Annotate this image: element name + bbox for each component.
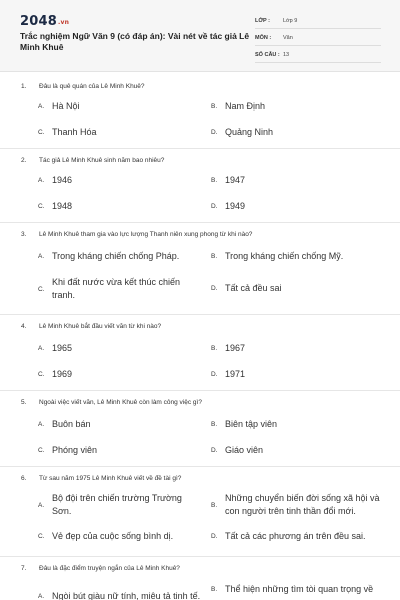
option-b[interactable] [211,583,383,596]
option-text: 1965 [52,343,73,353]
option-a[interactable] [38,590,200,600]
option-letter: D. [211,533,218,540]
question-text [21,322,161,331]
question-2 [0,148,400,222]
option-letter: C. [38,447,45,454]
question-text [21,564,180,573]
question-prompt: Lê Minh Khuê bắt đầu viết văn từ khi nào? [39,323,162,330]
meta-value: 13 [283,52,290,58]
option-letter: C. [38,203,45,210]
question-prompt: Ngoài việc viết văn, Lê Minh Khuê còn làm công việc gì? [39,399,202,406]
option-d[interactable] [211,282,282,295]
option-b[interactable] [211,250,343,263]
meta-row-subject [255,31,381,46]
option-letter: C. [38,285,45,293]
page-header [0,0,400,72]
question-prompt: Từ sau năm 1975 Lê Minh Khuê viết về đề tài gì? [39,475,182,482]
question-number: 3. [21,231,27,238]
option-text: 1949 [225,201,246,211]
question-5 [0,390,400,466]
option-text: Tất cả đều sai [225,283,282,293]
option-text: Những chuyển biến đời sống xã hội và con người trên tinh thần đổi mới. [225,493,380,516]
logo-sub: .vn [57,19,70,26]
option-text: Thể hiện những tìm tòi quan trọng về [225,584,374,594]
option-c[interactable] [38,530,173,543]
option-text: 1971 [225,369,246,379]
meta-value: Văn [283,35,293,41]
option-text: 1948 [52,201,73,211]
option-text: 1967 [225,343,246,353]
option-b[interactable] [211,174,245,187]
option-c[interactable] [38,368,72,381]
option-b[interactable] [211,100,265,113]
option-b[interactable] [211,342,245,355]
meta-label: LỚP : [255,18,270,24]
question-4 [0,314,400,390]
question-prompt: Lê Minh Khuê tham gia vào lực lượng Thanh niên xung phong từ khi nào? [39,231,253,238]
option-letter: B. [211,253,218,260]
option-c[interactable] [38,276,198,302]
option-letter: B. [211,103,218,110]
option-letter: D. [211,371,218,378]
question-text [21,398,202,407]
option-d[interactable] [211,126,273,139]
question-number: 5. [21,399,27,406]
option-letter: D. [211,285,218,292]
option-letter: B. [211,586,218,593]
option-d[interactable] [211,444,263,457]
option-letter: D. [211,447,218,454]
option-text: 1969 [52,369,73,379]
option-text: Nam Định [225,101,266,111]
option-letter: A. [38,345,45,352]
logo-main: 2048 [20,14,57,29]
option-d[interactable] [211,368,245,381]
option-a[interactable] [38,250,179,263]
option-c[interactable] [38,126,97,139]
option-text: Ngòi bút giàu nữ tính, miêu tả tinh tế. [52,591,201,600]
option-letter: A. [38,103,45,110]
option-text: Quảng Ninh [225,127,274,137]
meta-label: MÔN : [255,35,272,41]
question-number: 1. [21,83,27,90]
option-text: Khi đất nước vừa kết thúc chiến tranh. [52,277,181,300]
option-a[interactable] [38,342,72,355]
option-letter: A. [38,593,45,600]
option-text: Biên tập viên [225,419,278,429]
question-prompt: Đâu là quê quán của Lê Minh Khuê? [39,83,145,90]
option-b[interactable] [211,418,277,431]
option-text: Trong kháng chiến chống Mỹ. [225,251,344,261]
option-letter: A. [38,177,45,184]
question-6 [0,466,400,558]
option-text: Thanh Hóa [52,127,97,137]
option-text: Giáo viên [225,445,264,455]
option-text: Buôn bán [52,419,91,429]
question-number: 7. [21,565,27,572]
option-letter: A. [38,421,45,428]
question-prompt: Tác giả Lê Minh Khuê sinh năm bao nhiêu? [39,157,165,164]
option-a[interactable] [38,100,80,113]
option-letter: B. [211,345,218,352]
option-text: Phóng viên [52,445,98,455]
option-a[interactable] [38,492,198,518]
option-c[interactable] [38,200,72,213]
option-d[interactable] [211,530,366,543]
option-text: Hà Nội [52,101,80,111]
question-3 [0,222,400,314]
question-prompt: Đâu là đặc điểm truyện ngắn của Lê Minh Khuê? [39,565,180,572]
option-text: Bộ đội trên chiến trường Trường Sơn. [52,493,182,516]
option-letter: B. [211,421,218,428]
question-number: 6. [21,475,27,482]
option-letter: C. [38,371,45,378]
question-text [21,230,252,239]
option-letter: B. [211,177,218,184]
meta-value: Lớp 9 [283,18,298,24]
meta-row-count [255,48,381,63]
option-c[interactable] [38,444,97,457]
option-d[interactable] [211,200,245,213]
question-text [21,156,164,165]
option-letter: A. [38,253,45,260]
quiz-meta [255,14,381,65]
option-text: Trong kháng chiến chống Pháp. [52,251,180,261]
question-number: 2. [21,157,27,164]
question-1 [0,72,400,150]
option-b[interactable] [211,492,383,518]
quiz-title: Trắc nghiệm Ngữ Văn 9 (có đáp án): Vài nét về tác giả Lê Minh Khuê [20,31,250,52]
meta-row-grade [255,14,381,29]
question-text [21,474,181,483]
question-text [21,82,145,91]
question-number: 4. [21,323,27,330]
option-text: 1947 [225,175,246,185]
option-text: Vẻ đẹp của cuộc sống bình dị. [52,531,174,541]
option-letter: C. [38,129,45,136]
option-a[interactable] [38,174,72,187]
site-logo[interactable] [20,14,69,29]
question-7 [0,556,400,600]
option-letter: D. [211,129,218,136]
option-text: Tất cả các phương án trên đều sai. [225,531,366,541]
option-letter: C. [38,533,45,540]
option-letter: B. [211,501,218,509]
option-letter: A. [38,501,45,509]
option-text: 1946 [52,175,73,185]
option-letter: D. [211,203,218,210]
meta-label: SỐ CÂU : [255,52,280,58]
option-a[interactable] [38,418,91,431]
